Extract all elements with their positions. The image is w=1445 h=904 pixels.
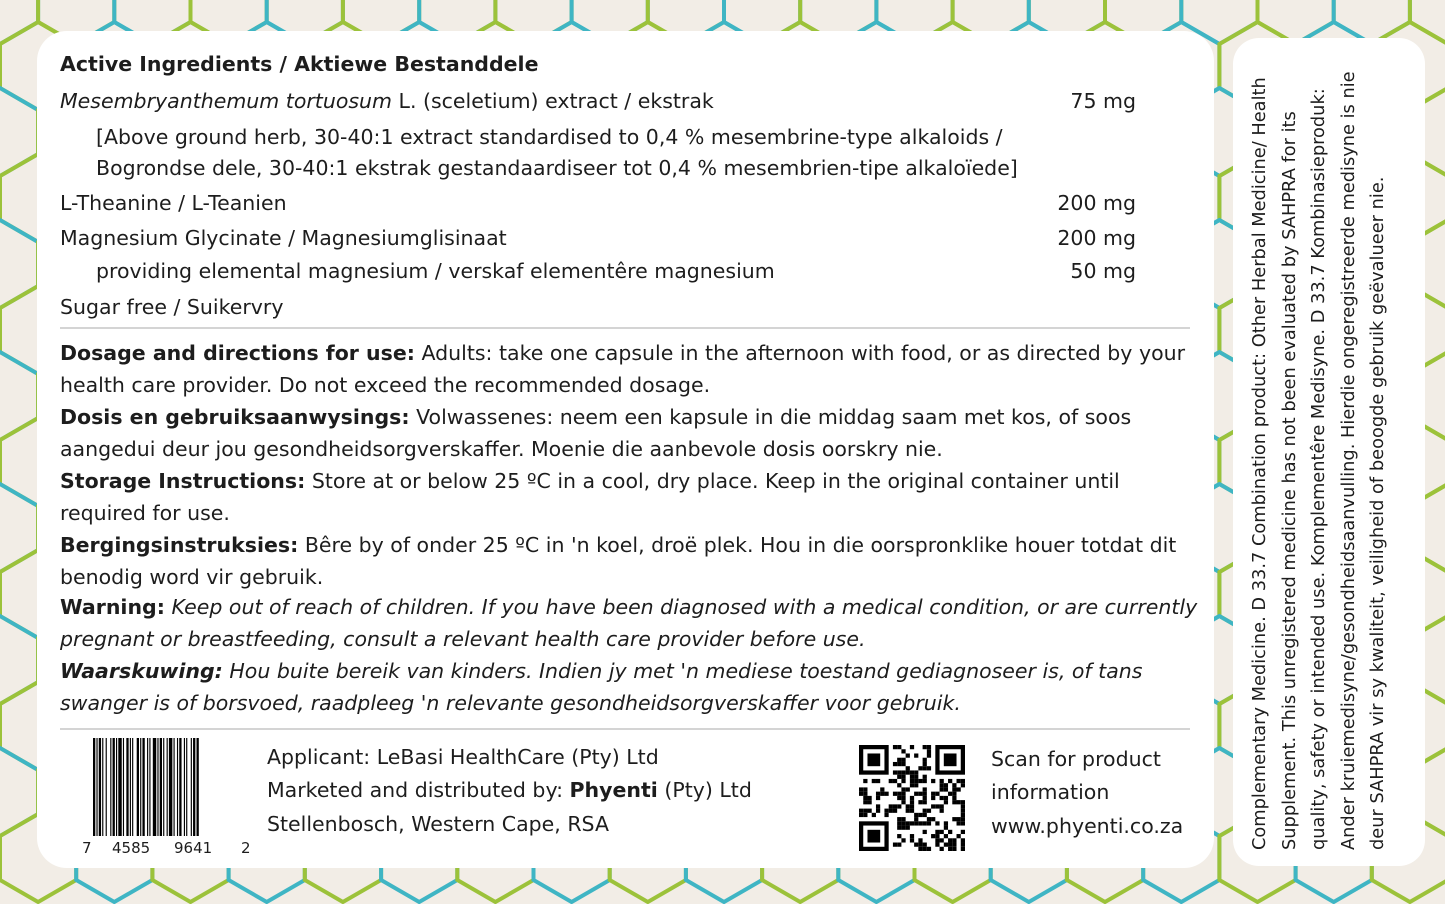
qr-module: [961, 809, 965, 813]
qr-module: [931, 834, 935, 838]
barcode-digit: 4585: [112, 839, 151, 857]
location: Stellenbosch, Western Cape, RSA: [267, 812, 609, 836]
qr-module: [944, 796, 948, 800]
qr-module: [927, 766, 931, 770]
barcode-bar: [137, 738, 139, 836]
qr-module: [876, 792, 880, 796]
qr-module: [863, 796, 867, 800]
barcode-bar: [106, 738, 107, 836]
qr-module: [893, 779, 897, 783]
marketed-suffix: (Pty) Ltd: [657, 778, 752, 802]
qr-module: [910, 834, 914, 838]
qr-module: [918, 847, 922, 851]
qr-module: [952, 817, 956, 821]
barcode-bar: [116, 738, 117, 836]
qr-module: [910, 775, 914, 779]
qr-module: [876, 779, 880, 783]
qr-module: [867, 796, 871, 800]
qr-module: [923, 843, 927, 847]
storage-en: [60, 465, 1210, 529]
qr-module: [914, 792, 918, 796]
qr-module: [952, 800, 956, 804]
ingredient-magnesium: Magnesium Glycinate / Magnesiumglisinaat: [60, 226, 507, 250]
qr-module: [880, 787, 884, 791]
qr-module: [948, 792, 952, 796]
qr-module: [897, 826, 901, 830]
qr-module: [884, 809, 888, 813]
qr-module: [889, 809, 893, 813]
extract-note-af: Bogrondse dele, 30-40:1 ekstrak gestandaardiseer tot 0,4 % mesembrien-tipe alkaloïede]: [96, 156, 1018, 180]
barcode-bar: [147, 738, 148, 836]
qr-module: [961, 821, 965, 825]
qr-module: [901, 821, 905, 825]
barcode-bar: [132, 738, 133, 836]
qr-module: [897, 775, 901, 779]
qr-module: [859, 792, 863, 796]
scan-prompt-cont: information: [991, 780, 1110, 804]
qr-module: [927, 749, 931, 753]
qr-module: [944, 787, 948, 791]
qr-module: [923, 775, 927, 779]
qr-module: [901, 758, 905, 762]
qr-module: [897, 804, 901, 808]
barcode-bar: [93, 738, 95, 836]
qr-module: [897, 821, 901, 825]
qr-module: [923, 830, 927, 834]
dosage-en-text: Adults: take one capsule in the afternoon with food, or as directed by your health care provider. Do not exceed the recommended dosage.: [60, 341, 1186, 397]
qr-module: [944, 834, 948, 838]
qr-module: [923, 800, 927, 804]
ingredient-theanine: L-Theanine / L-Teanien: [60, 191, 287, 215]
qr-module: [927, 821, 931, 825]
qr-module: [935, 792, 939, 796]
qr-module: [901, 792, 905, 796]
qr-module: [893, 770, 897, 774]
barcode-digit: 2: [241, 839, 251, 857]
qr-module: [940, 796, 944, 800]
barcode-bar: [110, 738, 111, 836]
qr-module: [931, 792, 935, 796]
qr-code[interactable]: [859, 745, 965, 851]
qr-module: [863, 809, 867, 813]
qr-module: [876, 809, 880, 813]
qr-module: [948, 838, 952, 842]
qr-module: [906, 753, 910, 757]
qr-module: [931, 796, 935, 800]
qr-module: [884, 813, 888, 817]
qr-module: [940, 830, 944, 834]
qr-module: [957, 800, 961, 804]
qr-module: [961, 783, 965, 787]
qr-module: [863, 800, 867, 804]
qr-module: [906, 766, 910, 770]
barcode-bar: [113, 738, 115, 836]
qr-module: [914, 813, 918, 817]
qr-module: [906, 787, 910, 791]
qr-module: [961, 779, 965, 783]
dosage-af: [60, 401, 1210, 465]
qr-module: [901, 838, 905, 842]
qr-module: [897, 770, 901, 774]
dosage-af-text: Volwassenes: neem een kapsule in die middag saam met kos, of soos aangedui deur jou gesondheidsorgverskaffer. Moenie die aanbevole dosis oorskry nie.: [60, 405, 1132, 461]
qr-module: [914, 779, 918, 783]
qr-module: [910, 804, 914, 808]
qr-module: [952, 847, 956, 851]
barcode-bar: [99, 738, 101, 836]
qr-module: [893, 762, 897, 766]
qr-module: [957, 817, 961, 821]
qr-module: [910, 745, 914, 749]
qr-module: [918, 792, 922, 796]
ingredient-amount: 50 mg: [1070, 259, 1136, 283]
qr-module: [957, 821, 961, 825]
qr-module: [897, 762, 901, 766]
qr-module: [897, 783, 901, 787]
dosage-af-label: Dosis en gebruiksaanwysings:: [60, 405, 410, 429]
qr-module: [872, 779, 876, 783]
qr-module: [901, 817, 905, 821]
barcode-bar: [197, 738, 199, 836]
qr-module: [944, 826, 948, 830]
qr-module: [918, 821, 922, 825]
qr-module: [867, 753, 880, 766]
qr-module: [914, 817, 918, 821]
qr-module: [859, 787, 863, 791]
barcode-bar: [177, 738, 178, 836]
ingredient-elemental-magnesium: providing elemental magnesium / verskaf elementêre magnesium: [96, 259, 775, 283]
qr-module: [914, 843, 918, 847]
qr-module: [952, 792, 956, 796]
qr-module: [889, 779, 893, 783]
qr-module: [957, 779, 961, 783]
qr-module: [901, 787, 905, 791]
qr-module: [927, 847, 931, 851]
qr-module: [923, 792, 927, 796]
qr-module: [914, 770, 918, 774]
website-link[interactable]: www.phyenti.co.za: [991, 814, 1184, 838]
qr-module: [927, 809, 931, 813]
qr-module: [952, 796, 956, 800]
barcode: [93, 738, 239, 836]
qr-module: [884, 792, 888, 796]
barcode-bar: [102, 738, 103, 836]
qr-module: [961, 838, 965, 842]
qr-module: [880, 792, 884, 796]
storage-af-text: Bêre by of onder 25 ºC in 'n koel, droë plek. Hou in die oorspronklike houer totdat dit benodig word vir gebruik.: [60, 533, 1177, 589]
qr-module: [897, 792, 901, 796]
barcode-bar: [169, 738, 172, 836]
qr-module: [914, 753, 918, 757]
dosage-en: [60, 337, 1210, 401]
barcode-bar: [149, 738, 150, 836]
qr-module: [893, 809, 897, 813]
qr-module: [935, 838, 939, 842]
regulatory-side-panel: [1233, 38, 1425, 866]
qr-module: [923, 762, 927, 766]
qr-module: [897, 796, 901, 800]
qr-module: [923, 745, 927, 749]
sugar-free-note: Sugar free / Suikervry: [60, 295, 284, 319]
marketed-prefix: Marketed and distributed by:: [267, 778, 570, 802]
regulatory-statement: Complementary Medicine. D 33.7 Combination product: Other Herbal Medicine/ Health Supplement. This unregistered medicine has not been evaluated by SAHPRA for its quality, safety or intended use. Komplementêre Medisyne. D 33.7 Kombinasieproduk: Ander kruiemedisyne/gesondheidsaanvulling. Hierdie ongeregistreerde medisyne is nie deur SAHPRA vir sy kwaliteit, veiligheid of beoogde gebruik geëvalueer nie.: [1249, 71, 1388, 850]
qr-module: [867, 809, 871, 813]
qr-module: [940, 847, 944, 851]
qr-module: [897, 817, 901, 821]
qr-module: [944, 753, 957, 766]
qr-module: [961, 843, 965, 847]
barcode-bar: [167, 738, 168, 836]
qr-module: [952, 787, 956, 791]
ingredient-amount: 75 mg: [1070, 89, 1136, 113]
qr-module: [914, 783, 918, 787]
barcode-bar: [126, 738, 128, 836]
qr-module: [893, 792, 897, 796]
qr-module: [901, 779, 905, 783]
ingredients-heading: Active Ingredients / Aktiewe Bestanddele: [60, 52, 539, 76]
qr-module: [931, 804, 935, 808]
qr-module: [863, 779, 867, 783]
qr-module: [940, 809, 944, 813]
qr-module: [901, 749, 905, 753]
qr-module: [910, 770, 914, 774]
qr-module: [935, 821, 939, 825]
qr-module: [923, 809, 927, 813]
qr-module: [859, 809, 863, 813]
barcode-bar: [118, 738, 121, 836]
qr-module: [872, 813, 876, 817]
qr-module: [940, 779, 944, 783]
barcode-bar: [130, 738, 131, 836]
barcode-bar: [191, 738, 192, 836]
qr-module: [897, 745, 901, 749]
qr-module: [910, 796, 914, 800]
qr-module: [948, 830, 952, 834]
qr-module: [914, 775, 918, 779]
qr-module: [918, 779, 922, 783]
storage-en-label: Storage Instructions:: [60, 469, 306, 493]
qr-module: [910, 779, 914, 783]
qr-module: [948, 779, 952, 783]
qr-module: [944, 843, 948, 847]
qr-module: [914, 821, 918, 825]
brand-name: Phyenti: [569, 778, 658, 802]
qr-module: [940, 838, 944, 842]
barcode-bar: [157, 738, 158, 836]
qr-module: [863, 787, 867, 791]
qr-module: [952, 838, 956, 842]
warning-en-text: Keep out of reach of children. If you have been diagnosed with a medical condition, or are currently pregnant or breastfeeding, consult a relevant health care provider before use.: [60, 595, 1198, 651]
qr-module: [910, 838, 914, 842]
qr-module: [876, 804, 880, 808]
qr-module: [876, 796, 880, 800]
qr-module: [944, 783, 948, 787]
qr-module: [931, 779, 935, 783]
qr-module: [927, 817, 931, 821]
qr-module: [906, 826, 910, 830]
qr-module: [859, 813, 863, 817]
qr-module: [944, 800, 948, 804]
barcode-digit: 7: [82, 839, 92, 857]
qr-module: [893, 843, 897, 847]
warning-en-label: Warning:: [60, 595, 165, 619]
qr-module: [906, 804, 910, 808]
qr-module: [893, 745, 897, 749]
qr-module: [918, 800, 922, 804]
barcode-digit: 9641: [174, 839, 213, 857]
warning-af-label: Waarskuwing:: [60, 659, 223, 683]
qr-module: [961, 830, 965, 834]
storage-af-label: Bergingsinstruksies:: [60, 533, 299, 557]
qr-module: [948, 847, 952, 851]
qr-module: [923, 787, 927, 791]
qr-module: [944, 821, 948, 825]
qr-module: [867, 830, 880, 843]
qr-module: [910, 783, 914, 787]
scan-prompt: Scan for product: [991, 747, 1161, 771]
barcode-bar: [153, 738, 156, 836]
qr-module: [901, 775, 905, 779]
qr-module: [901, 762, 905, 766]
qr-module: [952, 843, 956, 847]
qr-module: [897, 843, 901, 847]
qr-module: [901, 796, 905, 800]
warning-af-text: Hou buite bereik van kinders. Indien jy met 'n mediese toestand gediagnoseer is, of tans swanger is of borsvoed, raadpleeg 'n relevante gesondheidsorgverskaffer voor gebruik.: [60, 659, 1143, 715]
qr-module: [961, 817, 965, 821]
qr-module: [961, 800, 965, 804]
ingredient-sceletium: [60, 88, 714, 114]
qr-module: [923, 796, 927, 800]
qr-module: [923, 847, 927, 851]
hexagon-shape: [0, 0, 38, 44]
qr-module: [940, 787, 944, 791]
qr-module: [910, 800, 914, 804]
applicant: Applicant: LeBasi HealthCare (Pty) Ltd: [267, 745, 659, 769]
ingredient-amount: 200 mg: [1057, 191, 1136, 215]
qr-module: [901, 826, 905, 830]
qr-module: [923, 821, 927, 825]
barcode-bar: [186, 738, 187, 836]
barcode-bar: [142, 738, 144, 836]
qr-module: [961, 847, 965, 851]
qr-module: [952, 783, 956, 787]
barcode-bar: [123, 738, 124, 836]
qr-module: [935, 843, 939, 847]
qr-module: [867, 800, 871, 804]
qr-module: [923, 766, 927, 770]
dosage-en-label: Dosage and directions for use:: [60, 341, 415, 365]
qr-module: [918, 843, 922, 847]
qr-module: [923, 779, 927, 783]
warning-en: [60, 591, 1210, 655]
qr-module: [940, 783, 944, 787]
ingredient-amount: 200 mg: [1057, 226, 1136, 250]
barcode-bar: [184, 738, 185, 836]
barcode-bar: [179, 738, 181, 836]
qr-module: [935, 834, 939, 838]
storage-en-text: Store at or below 25 ºC in a cool, dry place. Keep in the original container until required for use.: [60, 469, 1120, 525]
qr-module: [901, 800, 905, 804]
storage-af: [60, 529, 1210, 593]
qr-module: [889, 804, 893, 808]
barcode-bar: [160, 738, 162, 836]
qr-module: [918, 766, 922, 770]
barcode-bar: [140, 738, 141, 836]
qr-module: [923, 813, 927, 817]
qr-module: [927, 745, 931, 749]
marketed-by: [267, 777, 752, 803]
qr-module: [863, 792, 867, 796]
ingredient-common-name: L. (sceletium) extract / ekstrak: [392, 89, 714, 113]
qr-module: [910, 809, 914, 813]
qr-module: [935, 830, 939, 834]
qr-module: [906, 821, 910, 825]
qr-module: [906, 809, 910, 813]
qr-module: [897, 758, 901, 762]
qr-module: [923, 758, 927, 762]
qr-module: [910, 821, 914, 825]
warning-af: [60, 655, 1210, 719]
divider: [60, 728, 1190, 730]
qr-module: [918, 838, 922, 842]
extract-note-en: [Above ground herb, 30-40:1 extract standardised to 0,4 % mesembrine-type alkaloids /: [96, 125, 1003, 149]
qr-module: [863, 813, 867, 817]
ingredient-latin-name: Mesembryanthemum tortuosum: [60, 89, 393, 113]
qr-module: [893, 804, 897, 808]
qr-module: [961, 813, 965, 817]
qr-module: [935, 804, 939, 808]
qr-module: [957, 787, 961, 791]
qr-module: [897, 834, 901, 838]
qr-module: [931, 817, 935, 821]
qr-module: [961, 804, 965, 808]
qr-module: [918, 813, 922, 817]
qr-module: [940, 804, 944, 808]
qr-module: [948, 843, 952, 847]
barcode-bar: [96, 738, 97, 836]
barcode-bar: [193, 738, 195, 836]
qr-module: [901, 770, 905, 774]
barcode-bar: [163, 738, 164, 836]
barcode-bar: [174, 738, 175, 836]
qr-module: [906, 770, 910, 774]
qr-module: [957, 834, 961, 838]
divider: [60, 327, 1190, 329]
qr-module: [927, 753, 931, 757]
